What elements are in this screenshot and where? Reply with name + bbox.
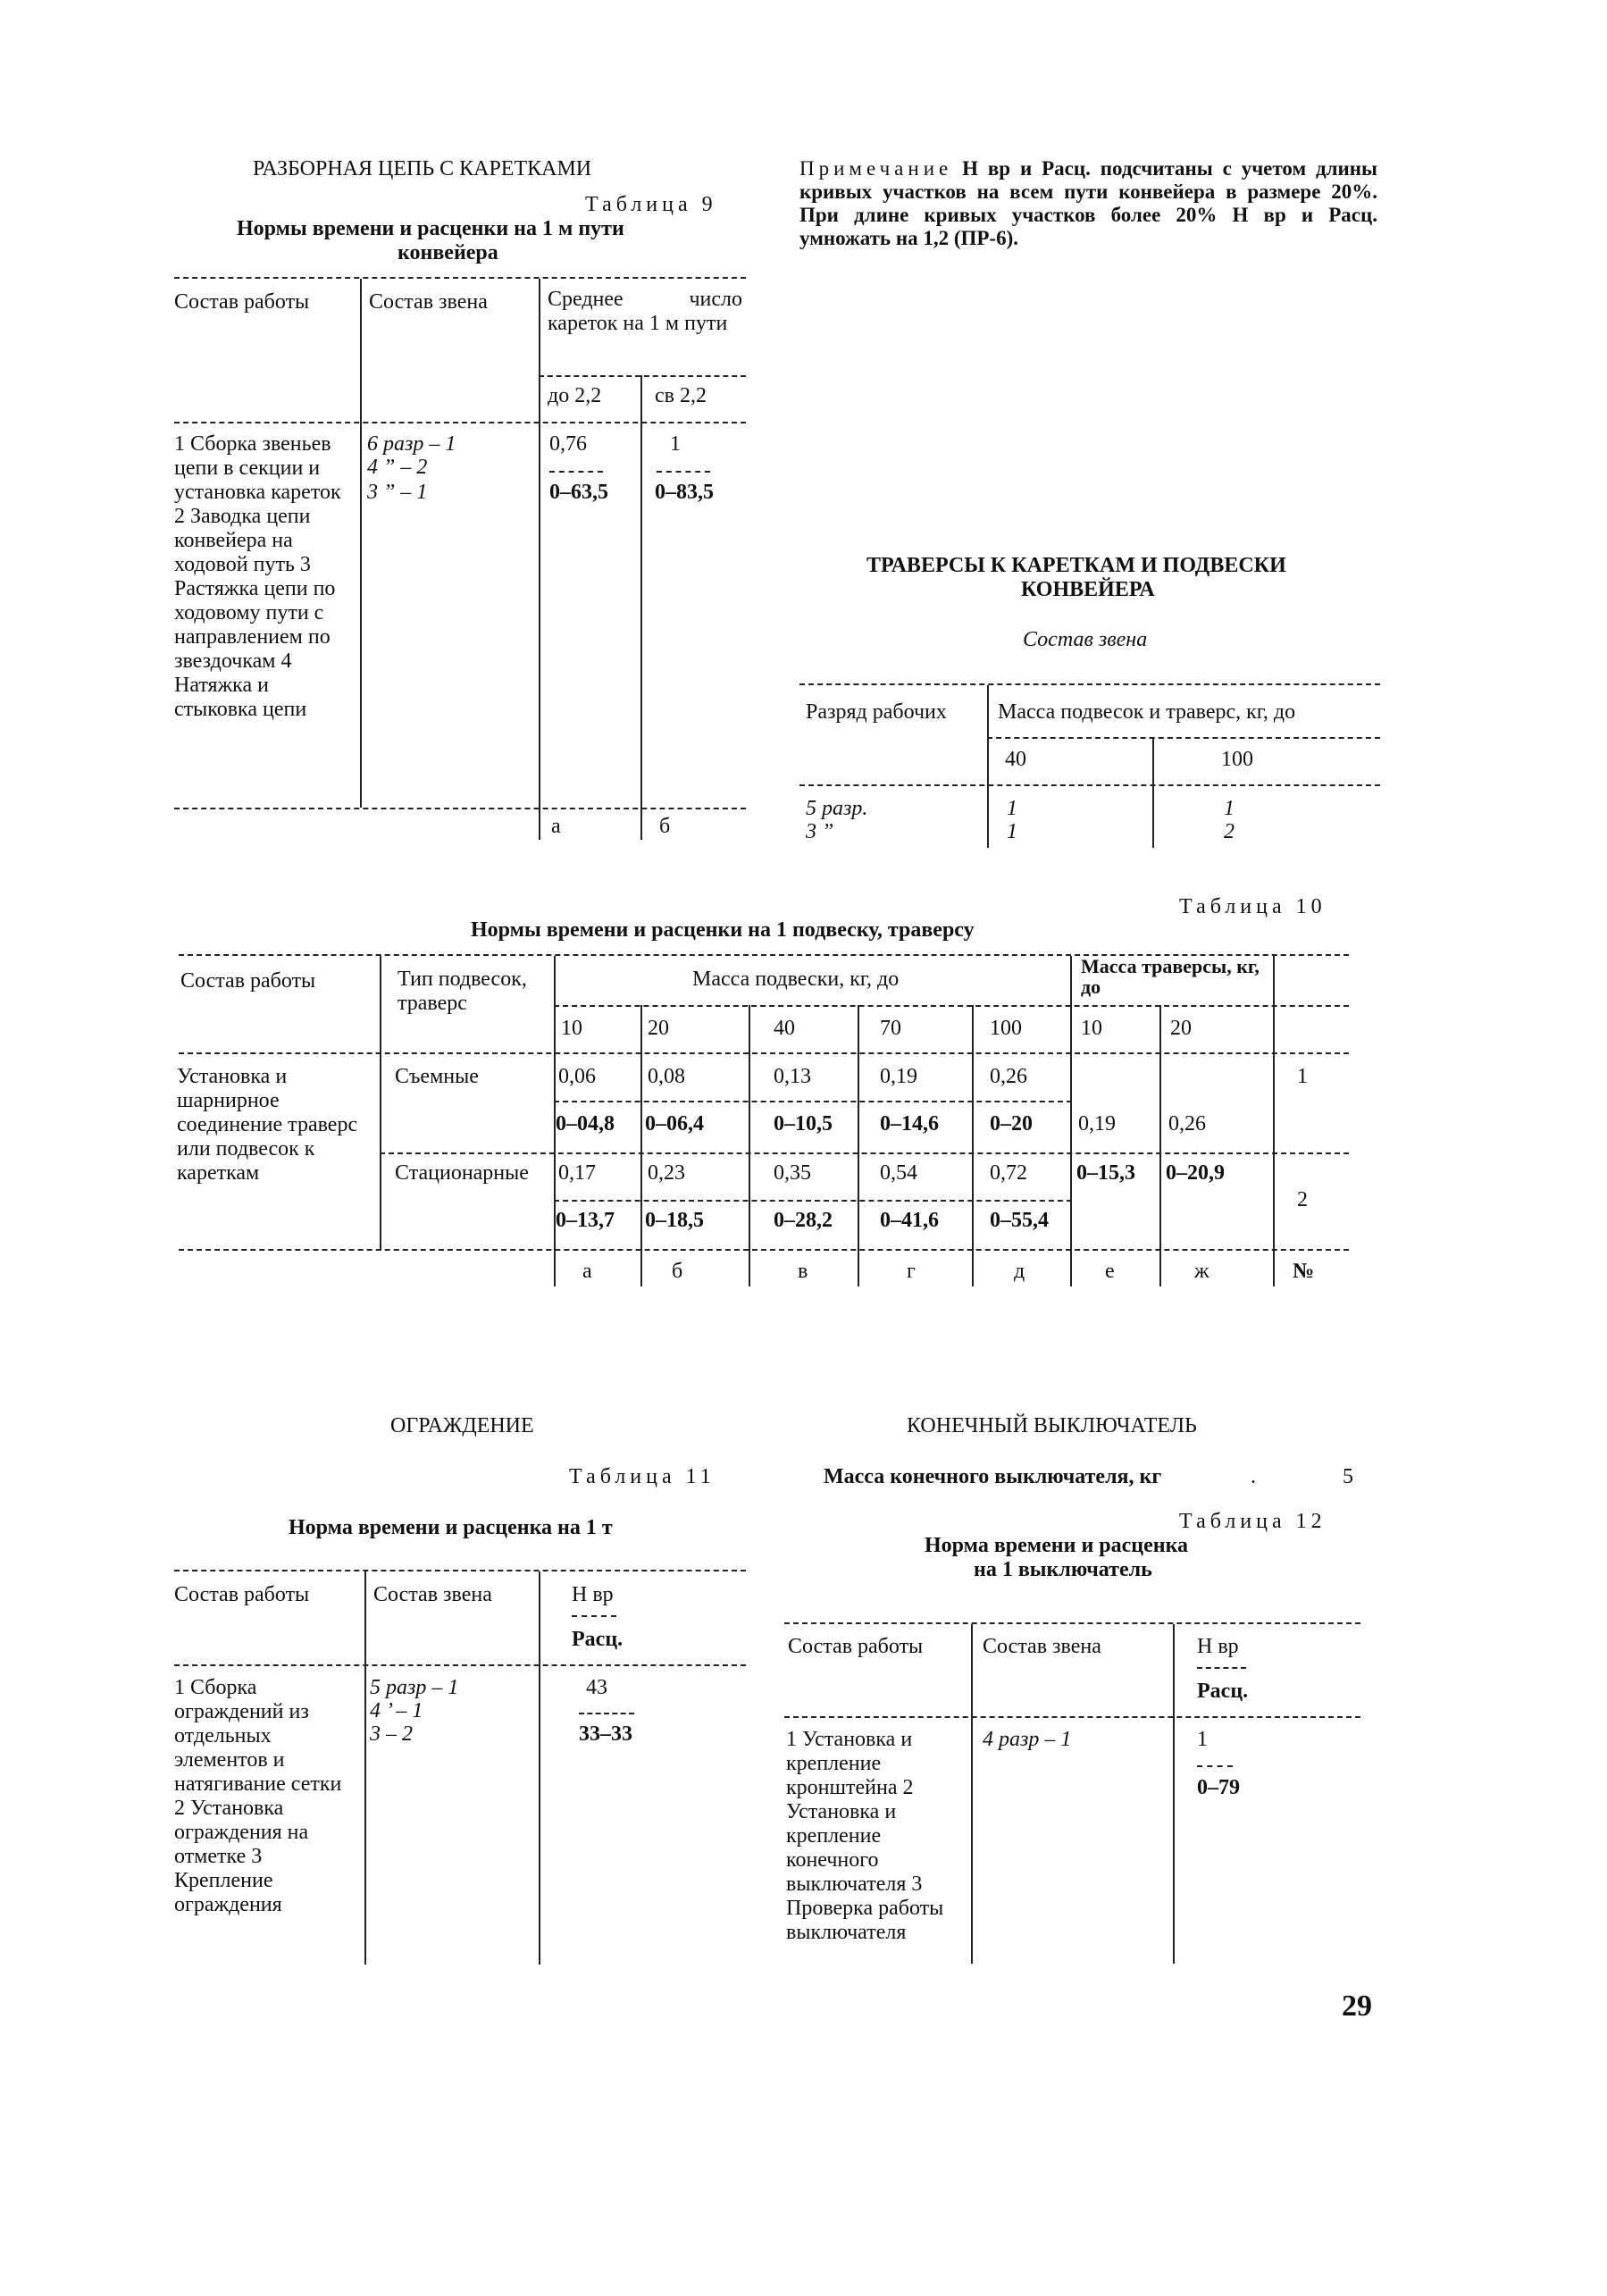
- section-heading: РАЗБОРНАЯ ЦЕПЬ С КАРЕТКАМИ: [253, 157, 592, 180]
- rasc-value: 0–63,5: [549, 481, 608, 504]
- table-label: Таблица 10: [1179, 895, 1327, 918]
- col-mass-susp-header: Масса подвески, кг, до: [692, 968, 900, 991]
- note-lead: Примечание: [799, 157, 953, 180]
- nvr-value: 0,19: [880, 1065, 917, 1088]
- trav-rasc: 0–20,9: [1166, 1161, 1225, 1185]
- sub-header-a: до 2,2: [548, 384, 602, 407]
- mass-dots: .: [1251, 1465, 1256, 1488]
- col-work-header: Состав работы: [174, 290, 310, 314]
- col-grade-header: Разряд рабочих: [806, 700, 947, 724]
- nvr-value: 0,17: [558, 1161, 596, 1185]
- table-caption: Норма времени и расценка: [925, 1534, 1189, 1557]
- col-rasc-header: Расц.: [1197, 1680, 1249, 1703]
- nvr-value: 0,35: [774, 1161, 811, 1185]
- trav-rasc: 0–15,3: [1076, 1161, 1135, 1185]
- col-type-header: Тип подвесок, траверс: [398, 968, 527, 1015]
- col-work-header: Состав работы: [174, 1583, 310, 1606]
- rasc-value: 0–20: [990, 1112, 1033, 1135]
- col-crew-header: Состав звена: [983, 1635, 1101, 1658]
- nvr-value: 0,06: [558, 1065, 596, 1088]
- column-letter: е: [1105, 1260, 1115, 1283]
- work-description: 1 Сборка звеньев цепи в секции и установка кареток 2 Заводка цепи конвейера на ходовой путь 3 Растяжка цепи по ходовому пути с направлением по звездочкам 4 Натяжка и стыковка цепи: [174, 432, 341, 721]
- table-label: Таблица 12: [1179, 1510, 1327, 1533]
- table-caption: Нормы времени и расценки на 1 м пути: [237, 217, 624, 240]
- rasc-value: 0–06,4: [645, 1112, 704, 1135]
- col-nvr-header: Н вр: [572, 1583, 614, 1606]
- nvr-value: 1: [670, 432, 681, 456]
- susp-head: 20: [648, 1017, 669, 1040]
- susp-head: 70: [880, 1017, 901, 1040]
- col-avg-header: Среднее число кареток на 1 м пути: [548, 288, 742, 335]
- note: [799, 157, 1377, 250]
- grade-value: 1: [1007, 820, 1017, 843]
- section-heading: ОГРАЖДЕНИЕ: [390, 1414, 534, 1437]
- crew-line: 4 ’ – 1: [370, 1699, 423, 1722]
- col-mass-header: Масса подвесок и траверс, кг, до: [998, 700, 1296, 724]
- rasc-value: 0–28,2: [774, 1209, 833, 1232]
- sub-header-100: 100: [1221, 748, 1253, 771]
- col-crew-header: Состав звена: [369, 290, 488, 314]
- column-letter: №: [1293, 1260, 1315, 1283]
- col-work-header: Состав работы: [180, 969, 316, 993]
- rasc-value: 33–33: [579, 1722, 632, 1746]
- trav-nvr: 0,19: [1078, 1112, 1116, 1135]
- nvr-value: 0,26: [990, 1065, 1027, 1088]
- sub-header-40: 40: [1005, 748, 1026, 771]
- col-nvr-header: Н вр: [1197, 1635, 1239, 1658]
- work-description: Установка и шарнирное соединение траверс или подвесок к кареткам: [177, 1065, 358, 1185]
- table-label: Таблица 11: [569, 1465, 716, 1488]
- grade-label: 3 ”: [806, 820, 834, 843]
- type-label: Съемные: [395, 1065, 479, 1088]
- note-text: Н вр и Расц. подсчитаны с учетом длины кривых участков на всем пути конвейера в размере 20%. При длине кривых участков более 20% Н вр и Расц. умножать на 1,2 (ПР-6).: [799, 157, 1377, 249]
- column-letter: г: [907, 1260, 916, 1283]
- col-rasc-header: Расц.: [572, 1628, 624, 1651]
- rasc-value: 0–41,6: [880, 1209, 939, 1232]
- trav-head: 20: [1170, 1017, 1192, 1040]
- type-label: Стационарные: [395, 1161, 529, 1185]
- page-number: 29: [1342, 1990, 1372, 2023]
- nvr-value: 0,72: [990, 1161, 1027, 1185]
- sub-header-b: св 2,2: [655, 384, 707, 407]
- table-caption-cont: на 1 выключатель: [974, 1558, 1152, 1581]
- work-description: 1 Установка и крепление кронштейна 2 Установка и крепление конечного выключателя 3 Проверка работы выключателя: [786, 1728, 944, 1944]
- nvr-value: 1: [1197, 1728, 1208, 1751]
- section-subtitle: Состав звена: [1023, 628, 1148, 651]
- row-number: 2: [1297, 1188, 1308, 1211]
- nvr-value: 0,76: [549, 432, 587, 456]
- crew-line: 5 разр – 1: [370, 1676, 459, 1699]
- rasc-value: 0–14,6: [880, 1112, 939, 1135]
- nvr-value: 0,54: [880, 1161, 917, 1185]
- grade-value: 1: [1007, 797, 1017, 820]
- table-caption: Нормы времени и расценки на 1 подвеску, траверсу: [471, 918, 975, 942]
- row-number: 1: [1297, 1065, 1308, 1088]
- susp-head: 100: [990, 1017, 1022, 1040]
- grade-label: 5 разр.: [806, 797, 868, 820]
- susp-head: 10: [561, 1017, 582, 1040]
- trav-nvr: 0,26: [1168, 1112, 1206, 1135]
- trav-head: 10: [1081, 1017, 1102, 1040]
- table-caption-cont: конвейера: [398, 241, 498, 264]
- rasc-value: 0–55,4: [990, 1209, 1049, 1232]
- crew-line: 4 разр – 1: [983, 1728, 1072, 1751]
- column-letter: б: [672, 1260, 683, 1283]
- section-heading: КОНЕЧНЫЙ ВЫКЛЮЧАТЕЛЬ: [907, 1414, 1197, 1437]
- rasc-value: 0–10,5: [774, 1112, 833, 1135]
- rasc-value: 0–04,8: [556, 1112, 615, 1135]
- crew-line: 4 ” – 2: [367, 456, 428, 479]
- column-letter: б: [659, 815, 671, 838]
- section-heading: ТРАВЕРСЫ К КАРЕТКАМ И ПОДВЕСКИ: [866, 554, 1286, 577]
- rasc-value: 0–18,5: [645, 1209, 704, 1232]
- table-label: Таблица 9: [585, 193, 717, 216]
- mass-label: Масса конечного выключателя, кг: [824, 1465, 1162, 1488]
- column-letter: ж: [1194, 1260, 1209, 1283]
- crew-line: 6 разр – 1: [367, 432, 456, 456]
- crew-line: 3 ” – 1: [367, 481, 428, 504]
- column-letter: в: [798, 1260, 808, 1283]
- mass-value: 5: [1343, 1465, 1353, 1488]
- rasc-value: 0–83,5: [655, 481, 714, 504]
- col-crew-header: Состав звена: [373, 1583, 492, 1606]
- col-work-header: Состав работы: [788, 1635, 924, 1658]
- col-mass-trav-header: Масса траверсы, кг, до: [1081, 955, 1260, 998]
- nvr-value: 43: [586, 1676, 607, 1699]
- column-letter: а: [551, 815, 561, 838]
- work-description: 1 Сборка ограждений из отдельных элементов и натягивание сетки 2 Установка ограждения на отметке 3 Крепление ограждения: [174, 1676, 342, 1916]
- column-letter: д: [1014, 1260, 1025, 1283]
- rasc-value: 0–13,7: [556, 1209, 615, 1232]
- section-heading-cont: КОНВЕЙЕРА: [1021, 578, 1155, 601]
- nvr-value: 0,08: [648, 1065, 685, 1088]
- rasc-value: 0–79: [1197, 1776, 1240, 1799]
- column-letter: а: [582, 1260, 592, 1283]
- table-caption: Норма времени и расценка на 1 т: [289, 1516, 613, 1539]
- nvr-value: 0,13: [774, 1065, 811, 1088]
- susp-head: 40: [774, 1017, 795, 1040]
- grade-value: 2: [1224, 820, 1235, 843]
- nvr-value: 0,23: [648, 1161, 685, 1185]
- crew-line: 3 – 2: [370, 1722, 413, 1746]
- grade-value: 1: [1224, 797, 1235, 820]
